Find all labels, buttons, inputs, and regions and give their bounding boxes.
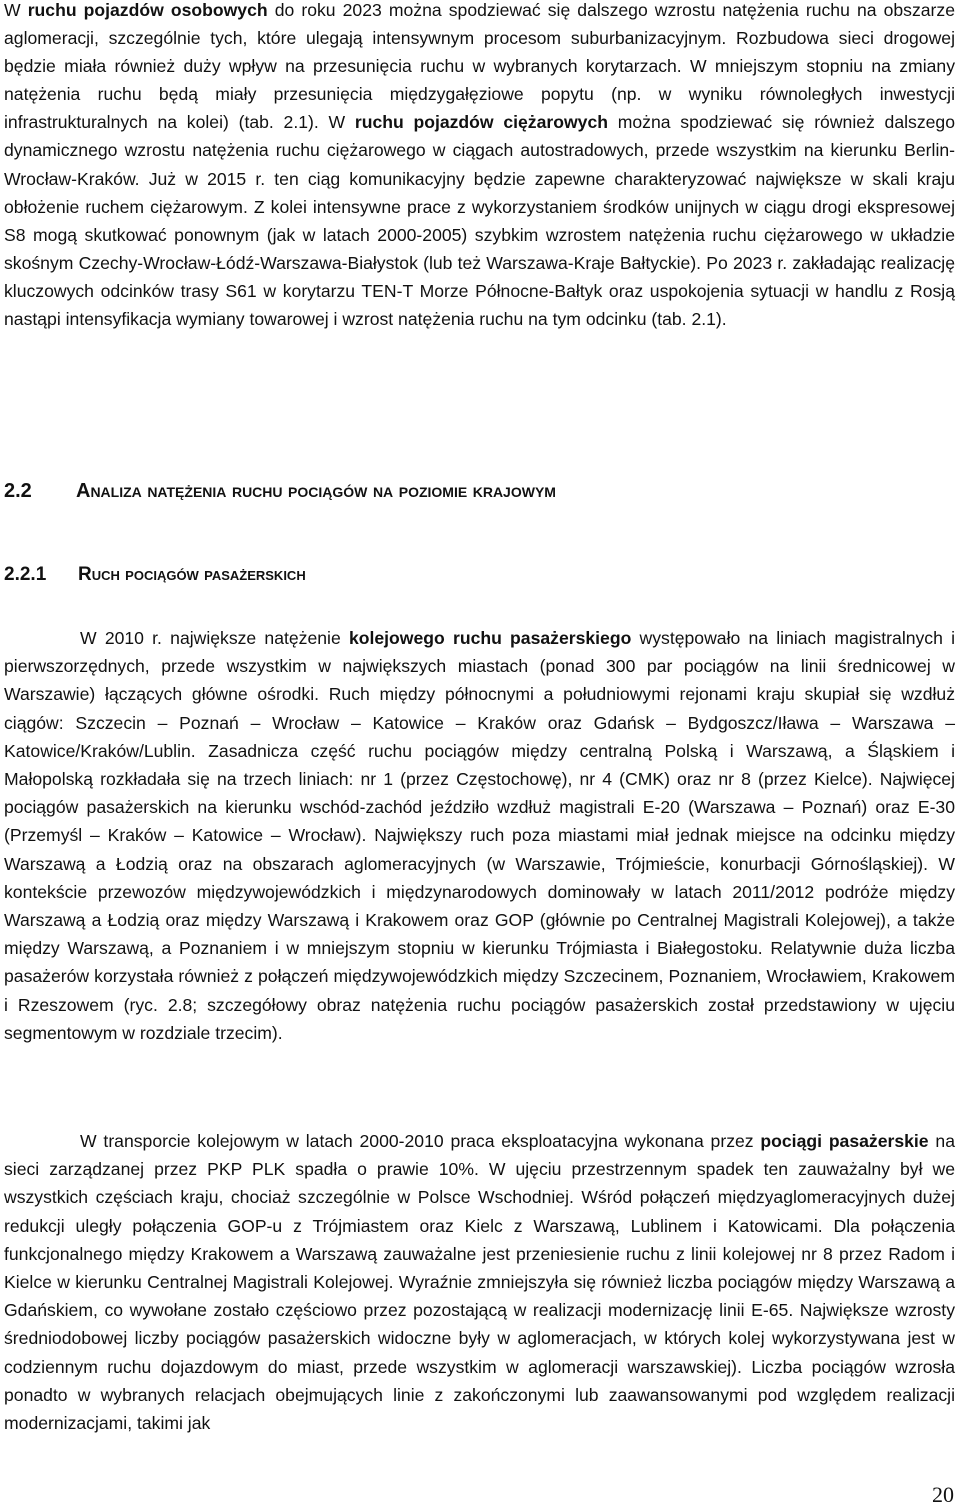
page-number: 20 bbox=[932, 1482, 954, 1507]
subsection-heading bbox=[4, 564, 306, 586]
text-run: można spodziewać się również dalszego dynamicznego wzrostu natężenia ruchu ciężarowego w ciągach autostradowych, przede wszystkim na kierunku Berlin-Wrocław-Kraków. Już w 2015 r. ten ciąg komunikacyjny będzie zapewne charakteryzować największe w skali kraju obłożenie ruchem ciężarowym. Z kolei intensywne prace z wykorzystaniem środków unijnych w ciągu drogi ekspresowej S8 mogą skutkować ponownym (jak w latach 2000-2005) szybkim wzrostem natężenia ruchu ciężarowego w układzie skośnym Czechy-Wrocław-Łódź-Warszawa-Białystok (lub też Warszawa-Kraje Bałtyckie). Po 2023 r. zakładając realizację kluczowych odcinków trasy S61 w korytarzu TEN-T Morze Północne-Bałtyk oraz uspokojenia sytuacji w handlu z Rosją nastąpi intensyfikacja wymiany towarowej i wzrost natężenia ruchu na tym odcinku (tab. 2.1). bbox=[4, 112, 955, 330]
section-title: Analiza natężenia ruchu pociągów na poziomie krajowym bbox=[76, 480, 556, 502]
section-number: 2.2 bbox=[4, 480, 32, 502]
text-run: W bbox=[4, 0, 28, 20]
paragraph-rail-passenger-2010 bbox=[4, 624, 955, 1047]
text-run: W transporcie kolejowym w latach 2000-2010 praca eksploatacyjna wykonana przez bbox=[80, 1131, 761, 1151]
text-run: do roku 2023 można spodziewać się dalszego wzrostu natężenia ruchu na obszarze aglomeracji, szczególnie tych, które ulegają intensywnym procesom suburbanizacyjnym. Rozbudowa sieci drogowej będzie miała również duży wpływ na przesunięcia ruchu w wybranych korytarzach. W mniejszym stopniu na zmiany natężenia ruchu będą miały przesunięcia międzygałęziowe popytu (np. w wyniku równoległych inwestycji infrastrukturalnych na kolei) (tab. 2.1). W bbox=[4, 0, 955, 133]
text-run: na sieci zarządzanej przez PKP PLK spadła o prawie 10%. W ujęciu przestrzennym spadek ten zauważalny był we wszystkich częściach kraju, chociaż szczególnie w Polsce Wschodniej. Wśród połączeń międzyaglomeracyjnych dużej redukcji uległy połączenia GOP-u z Trójmiastem oraz Kielc z Warszawą, Lublinem i Katowicami. Dla połączenia funkcjonalnego między Krakowem a Warszawą zauważalne jest przeniesienie ruchu z linii kolejowej nr 8 przez Radom i Kielce w kierunku Centralnej Magistrali Kolejowej. Wyraźnie zmniejszyła się również liczba pociągów między Warszawą a Gdańskiem, co wywołane zostało częściowo przez pozostającą w realizacji modernizację linii E-65. Największe wzrosty średniodobowej liczby pociągów pasażerskich widoczne były w aglomeracjach, w których kolej wykorzystywana jest w codziennym ruchu dojazdowym do miast, przede wszystkim w aglomeracji warszawskiej). Liczba pociągów wzrosła ponadto w wybranych relacjach obejmujących linie z zakończonymi lub zaawansowanymi pod względem realizacji modernizacjami, takimi jak bbox=[4, 1131, 955, 1434]
subsection-number: 2.2.1 bbox=[4, 564, 47, 585]
text-run: występowało na liniach magistralnych i pierwszorzędnych, przede wszystkim w największych miastach (ponad 300 par pociągów na linii średnicowej w Warszawie) łączących główne ośrodki. Ruch między północnymi a południowymi rejonami kraju skupiał się wzdłuż ciągów: Szczecin – Poznań – Wrocław – Katowice – Kraków oraz Gdańsk – Bydgoszcz/Iława – Warszawa – Katowice/Kraków/Lublin. Zasadnicza część ruchu pociągów między centralną Polską i Warszawą, a Śląskiem i Małopolską rozkładała się na trzech liniach: nr 1 (przez Częstochowę), nr 4 (CMK) oraz nr 8 (przez Kielce). Najwięcej pociągów pasażerskich na kierunku wschód-zachód jeździło wzdłuż magistrali E-20 (Warszawa – Poznań) oraz E-30 (Przemyśl – Kraków – Katowice – Wrocław). Największy ruch poza miastami miał jednak miejsce na odcinku między Warszawą a Łodzią oraz na obszarach aglomeracyjnych (w Warszawie, Trójmieście, konurbacji Górnośląskiej). W kontekście przewozów międzywojewódzkich i międzynarodowych dominowały w latach 2011/2012 podróże między Warszawą a Łodzią oraz między Warszawą i Krakowem oraz GOP (głównie po Centralnej Magistrali Kolejowej), a także między Warszawą, a Poznaniem i w mniejszym stopniu w kierunku Trójmiasta i Białegostoku. Relatywnie duża liczba pasażerów korzystała również z połączeń międzywojewódzkich między Szczecinem, Poznaniem, Wrocławiem, Krakowem i Rzeszowem (ryc. 2.8; szczegółowy obraz natężenia ruchu pociągów pasażerskich został przedstawiony w ujęciu segmentowym w rozdziale trzecim). bbox=[4, 628, 956, 1043]
paragraph-road-traffic bbox=[4, 0, 955, 333]
bold-term-passenger-trains: pociągi pasażerskie bbox=[760, 1131, 929, 1151]
subsection-title: Ruch pociągów pasażerskich bbox=[78, 564, 306, 585]
bold-term-rail-passenger-traffic: kolejowego ruchu pasażerskiego bbox=[348, 628, 632, 648]
text-run: W 2010 r. największe natężenie bbox=[80, 628, 349, 648]
section-heading bbox=[4, 480, 556, 503]
paragraph-rail-2000-2010 bbox=[4, 1127, 955, 1437]
bold-term-heavy-vehicles: ruchu pojazdów ciężarowych bbox=[354, 112, 608, 133]
bold-term-passenger-cars: ruchu pojazdów osobowych bbox=[27, 0, 268, 20]
